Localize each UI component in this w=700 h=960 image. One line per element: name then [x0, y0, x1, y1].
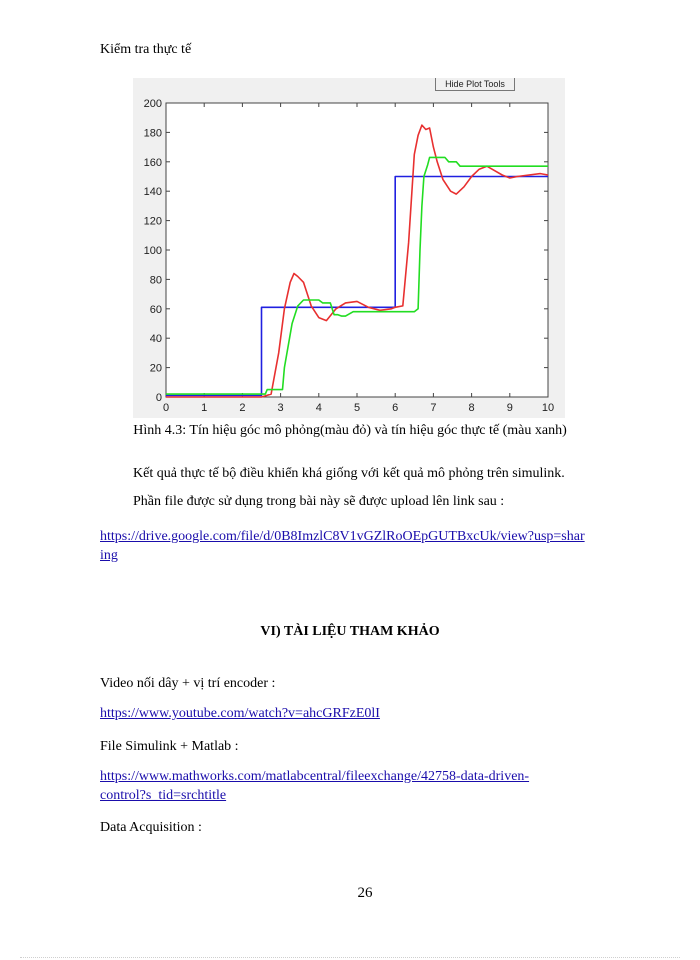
result-paragraph: Kết quả thực tế bộ điều khiển khá giống với kết quả mô phỏng trên simulink. — [133, 466, 565, 481]
video-label: Video nối dây + vị trí encoder : — [100, 676, 276, 691]
x-tick-label: 1 — [201, 402, 208, 414]
y-tick-label: 160 — [143, 156, 162, 169]
x-tick-label: 8 — [468, 402, 475, 414]
y-tick-label: 60 — [149, 303, 162, 316]
x-tick-label: 10 — [541, 402, 555, 414]
x-tick-label: 6 — [392, 402, 399, 414]
x-tick-label: 5 — [353, 402, 361, 414]
x-tick-label: 4 — [315, 402, 322, 414]
x-tick-label: 9 — [506, 402, 513, 414]
y-tick-label: 0 — [155, 392, 162, 404]
x-tick-label: 2 — [239, 402, 246, 414]
video-link[interactable]: https://www.youtube.com/watch?v=ahcGRFzE0lI — [100, 706, 380, 721]
y-tick-label: 140 — [143, 186, 162, 199]
y-tick-label: 40 — [149, 333, 162, 346]
y-tick-label: 100 — [143, 245, 162, 257]
y-tick-label: 200 — [143, 98, 162, 110]
x-tick-label: 3 — [277, 402, 284, 414]
simulink-label: File Simulink + Matlab : — [100, 739, 239, 754]
x-tick-label: 0 — [162, 402, 170, 414]
y-tick-label: 80 — [149, 274, 162, 287]
plot-area — [166, 103, 548, 397]
hide-plot-tools-button[interactable]: Hide Plot Tools — [435, 78, 515, 91]
section-intro-text: Kiểm tra thực tế — [100, 42, 192, 57]
matlab-figure — [133, 78, 565, 418]
y-tick-label: 120 — [143, 215, 162, 228]
angle-response-chart — [133, 78, 565, 418]
daq-label: Data Acquisition : — [100, 820, 202, 835]
page-bottom-rule — [20, 957, 680, 958]
simulink-link-line1[interactable]: https://www.mathworks.com/matlabcentral/fileexchange/42758-data-driven- — [100, 769, 530, 784]
drive-link-line1[interactable]: https://drive.google.com/file/d/0B8ImzlC8V1vGZlRoOEpGUTBxcUk/view?usp=shar — [100, 529, 585, 544]
figure-caption: Hình 4.3: Tín hiệu góc mô phỏng(màu đỏ) và tín hiệu góc thực tế (màu xanh) — [133, 423, 567, 438]
y-tick-label: 20 — [149, 362, 162, 375]
y-tick-label: 180 — [143, 127, 162, 140]
files-paragraph: Phần file được sử dụng trong bài này sẽ được upload lên link sau : — [133, 494, 505, 509]
drive-link-line2[interactable]: ing — [100, 548, 118, 563]
x-tick-label: 7 — [430, 402, 437, 414]
page-number: 26 — [357, 885, 373, 901]
simulink-link-line2[interactable]: control?s_tid=srchtitle — [100, 788, 227, 803]
references-heading: VI) TÀI LIỆU THAM KHẢO — [260, 624, 440, 639]
